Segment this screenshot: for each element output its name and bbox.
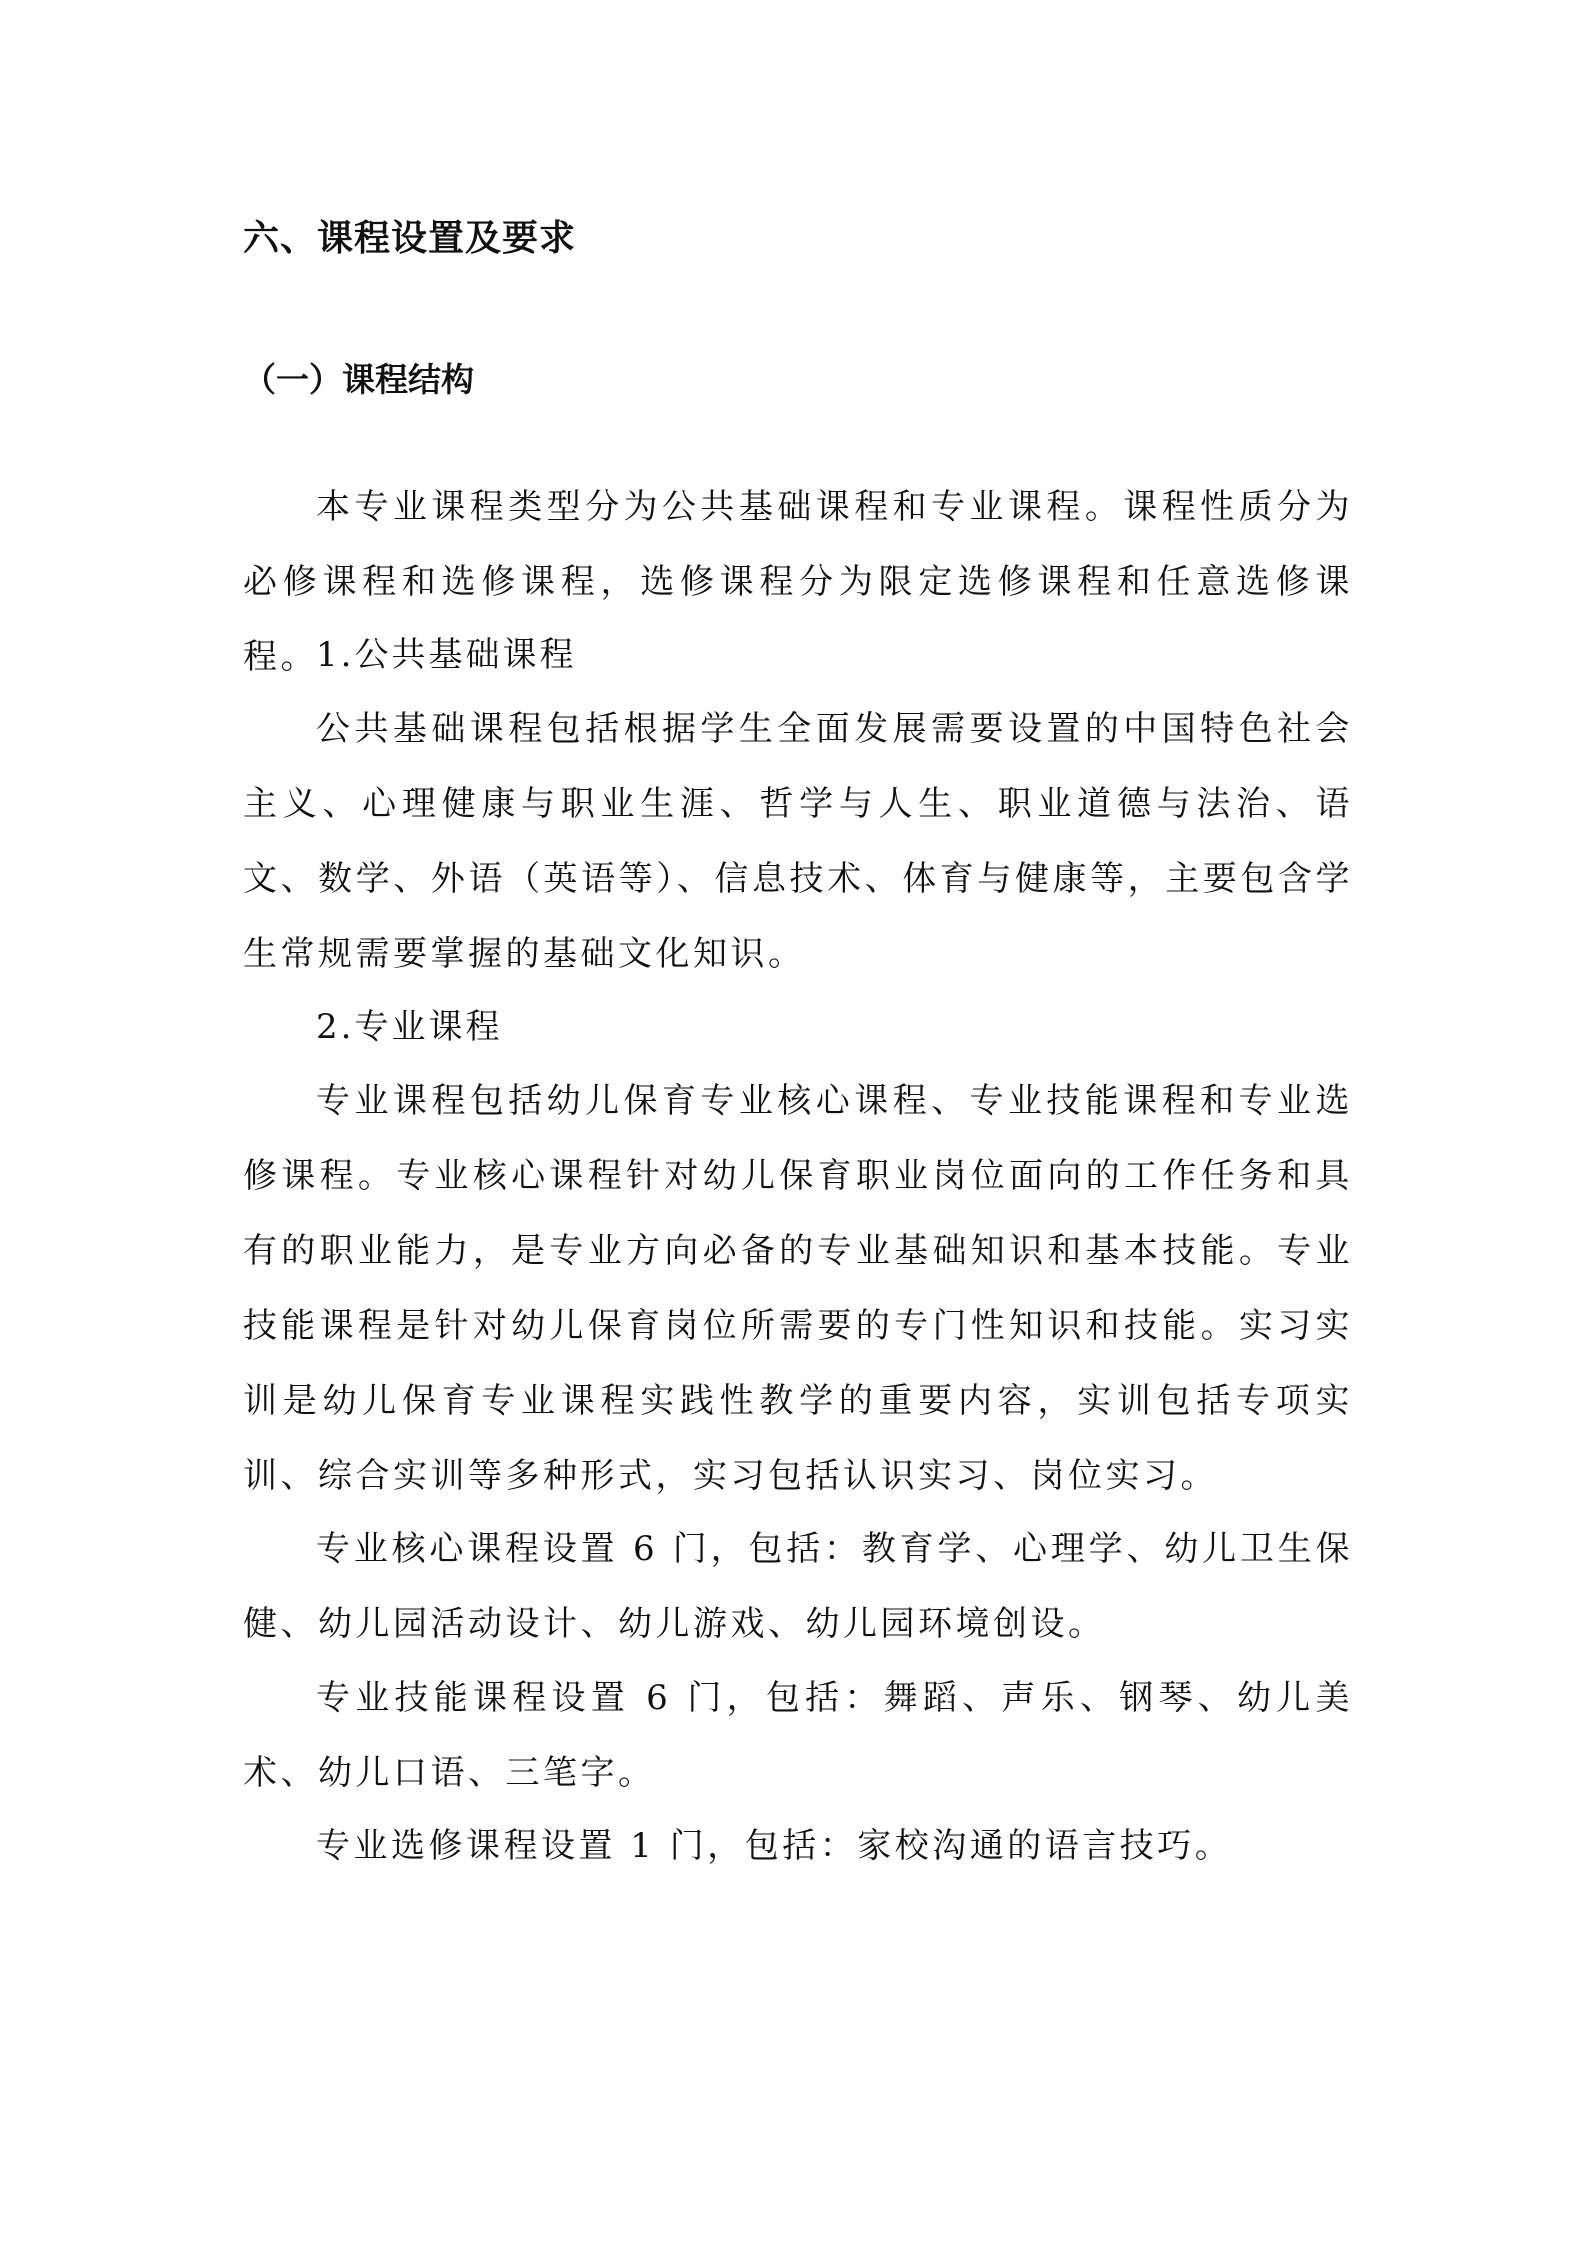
item-heading-professional-courses: 2.专业课程	[316, 1007, 503, 1047]
subsection-title: （一）课程结构	[243, 360, 474, 399]
item-heading-public-basic-courses: 1.公共基础课程	[316, 635, 577, 675]
section-title: 六、课程设置及要求	[243, 218, 577, 259]
elective-courses-paragraph: 专业选修课程设置 1 门，包括：家校沟通的语言技巧。	[316, 1826, 1233, 1866]
core-courses-paragraph: 专业核心课程设置 6 门，包括：教育学、心理学、幼儿卫生保健、幼儿园活动设计、幼儿游戏、幼儿园环境创设。	[243, 1529, 1353, 1644]
intro-paragraph: 本专业课程类型分为公共基础课程和专业课程。课程性质分为必修课程和选修课程，选修课程分为限定选修课程和任意选修课程。	[243, 487, 1353, 677]
public-basic-courses-paragraph: 公共基础课程包括根据学生全面发展需要设置的中国特色社会主义、心理健康与职业生涯、哲学与人生、职业道德与法治、语文、数学、外语（英语等）、信息技术、体育与健康等，主要包含学生常规需要掌握的基础文化知识。	[243, 709, 1353, 974]
professional-courses-paragraph: 专业课程包括幼儿保育专业核心课程、专业技能课程和专业选修课程。专业核心课程针对幼儿保育职业岗位面向的工作任务和具有的职业能力，是专业方向必备的专业基础知识和基本技能。专业技能课程是针对幼儿保育岗位所需要的专门性知识和技能。实习实训是幼儿保育专业课程实践性教学的重要内容，实训包括专项实训、综合实训等多种形式，实习包括认识实习、岗位实习。	[243, 1081, 1353, 1496]
skill-courses-paragraph: 专业技能课程设置 6 门，包括：舞蹈、声乐、钢琴、幼儿美术、幼儿口语、三笔字。	[243, 1678, 1353, 1793]
